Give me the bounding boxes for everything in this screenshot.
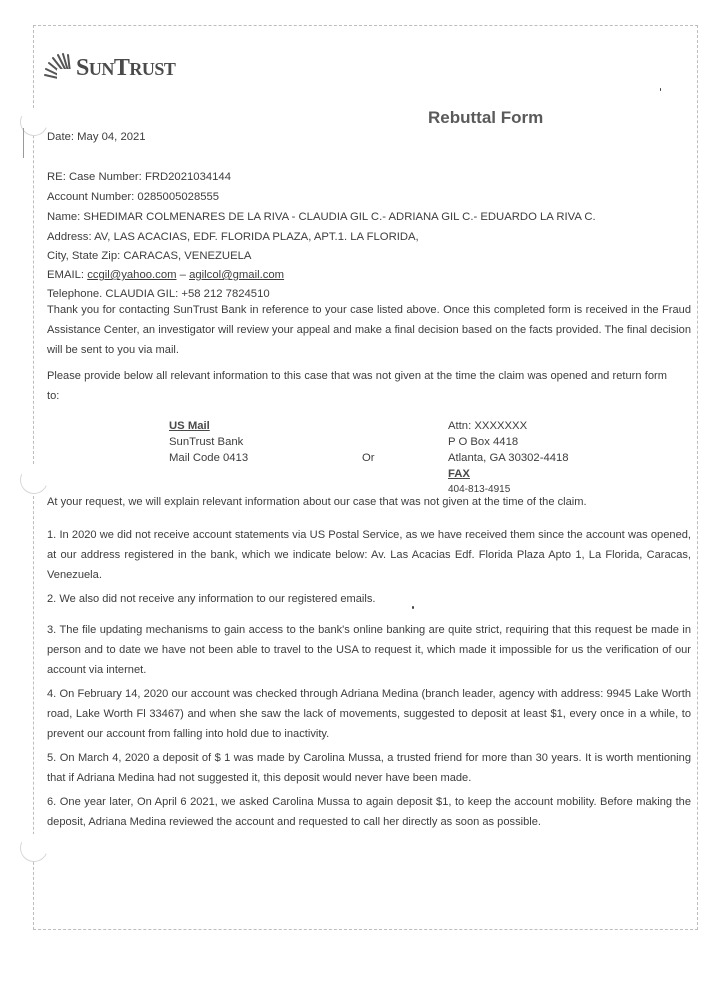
point-3: 3. The file updating mechanisms to gain access to the bank's online banking are quite strict, requiring that this request be made in person and to date we have not been able to travel to the USA to request it, which made it impossible for us the verification of our account via internet. [47, 624, 691, 676]
po-box-line: P O Box 4418 [448, 436, 519, 448]
email-label: EMAIL: [47, 269, 85, 281]
email-separator: – [179, 269, 186, 281]
or-label: Or [362, 452, 375, 464]
point-6: 6. One year later, On April 6 2021, we asked Carolina Mussa to again deposit $1, to keep the account mobility. Before making the deposit, Adriana Medina reviewed the account and requested to call her directly as soon as possible. [47, 796, 691, 828]
mail-bank-name: SunTrust Bank [169, 436, 244, 448]
mail-code: Mail Code 0413 [169, 452, 249, 464]
email-line [47, 265, 284, 285]
sunburst-icon [42, 53, 72, 83]
point-2: 2. We also did not receive any information to our registered emails. [47, 593, 376, 605]
fax-number: 404-813-4915 [448, 484, 511, 495]
point-5: 5. On March 4, 2020 a deposit of $ 1 was made by Carolina Mussa, a trusted friend for more than 30 years. It is worth mentioning that if Adriana Medina had not suggested it, this deposit would never have been made. [47, 752, 691, 784]
point-1: 1. In 2020 we did not receive account statements via US Postal Service, as we have received them since the account was opened, at our address registered in the bank, which we indicate below: Av. Las Acacias Edf. Florida Plaza Apto 1, La Florida, Caracas, Venezuela. [47, 529, 691, 581]
suntrust-logo [42, 53, 175, 83]
case-number: RE: Case Number: FRD2021034144 [47, 171, 231, 183]
account-holders-name: Name: SHEDIMAR COLMENARES DE LA RIVA - CLAUDIA GIL C.- ADRIANA GIL C.- EDUARDO LA RIVA C. [47, 211, 596, 223]
point-4: 4. On February 14, 2020 our account was checked through Adriana Medina (branch leader, agency with address: 9945 Lake Worth road, Lake Worth Fl 33467) and when she saw the lack of movements, suggested to deposit at least $1, every once in a while, to prevent our account from falling into hold due to inactivity. [47, 688, 691, 740]
address-line: Address: AV, LAS ACACIAS, EDF. FLORIDA PLAZA, APT.1. LA FLORIDA, [47, 231, 419, 243]
binder-stem-mark [23, 128, 24, 158]
po-box-block [448, 418, 569, 498]
date-line: Date: May 04, 2021 [47, 131, 146, 143]
instructions-paragraph: Please provide below all relevant information to this case that was not given at the time the claim was opened and return form to: [47, 370, 667, 402]
explanation-intro: At your request, we will explain relevant information about our case that was not given at the time of the claim. [47, 496, 587, 508]
telephone-line: Telephone. CLAUDIA GIL: +58 212 7824510 [47, 288, 270, 300]
us-mail-heading: US Mail [169, 420, 210, 432]
us-mail-block [169, 418, 248, 466]
email-link-2[interactable]: agilcol@gmail.com [189, 269, 285, 281]
city-state-zip: City, State Zip: CARACAS, VENEZUELA [47, 250, 252, 262]
po-city-line: Atlanta, GA 30302-4418 [448, 452, 569, 464]
scan-speck [660, 88, 661, 91]
scan-speck [412, 606, 414, 609]
account-number: Account Number: 0285005028555 [47, 191, 220, 203]
intro-paragraph: Thank you for contacting SunTrust Bank in reference to your case listed above. Once this completed form is received in the Fraud Assistance Center, an investigator will review your appeal and make a final decision based on the facts provided. The final decision will be sent to you via mail. [47, 304, 691, 356]
logo-wordmark: SUNTRUST [76, 55, 176, 81]
form-title: Rebuttal Form [428, 108, 544, 127]
attn-line: Attn: XXXXXXX [448, 420, 528, 432]
fax-heading: FAX [448, 468, 470, 480]
email-link-1[interactable]: ccgil@yahoo.com [87, 269, 177, 281]
